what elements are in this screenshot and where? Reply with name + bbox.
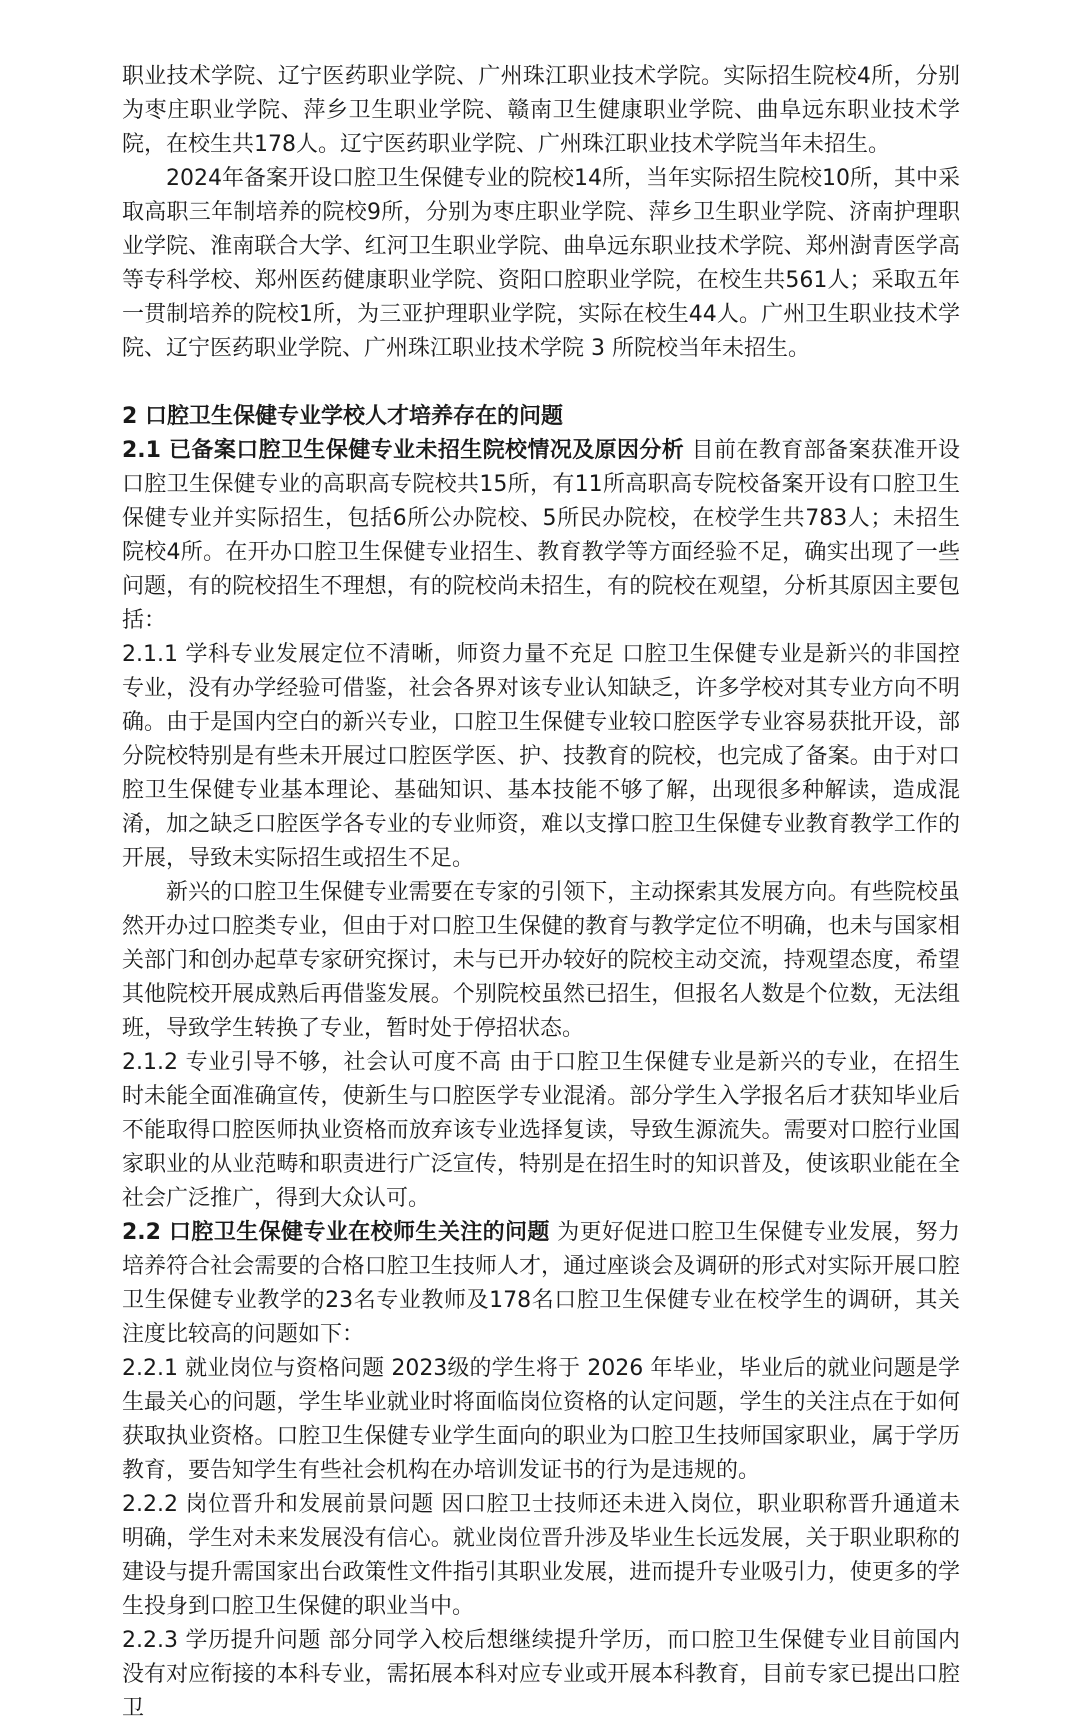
paragraph-enrollment-2024: 2024年备案开设口腔卫生保健专业的院校14所，当年实际招生院校10所，其中采取高职三年制培养的院校9所，分别为枣庄职业学院、萍乡卫生职业学院、济南护理职业学院、淮南联合大学、红河卫生职业学院、曲阜远东职业技术学院、郑州澍青医学高等专科学校、郑州医药健康职业学院、资阳口腔职业学院，在校生共561人；采取五年一贯制培养的院校1所，为三亚护理职业学院，实际在校生44人。广州卫生职业技术学院、辽宁医药职业学院、广州珠江职业技术学院 3 所院校当年未招生。 [122,166,960,361]
section-2-2-3-text: 部分同学入校后想继续提升学历，而口腔卫生保健专业目前国内没有对应衔接的本科专业，需拓展本科对应专业或开展本科教育，目前专家已提出口腔卫 [122,1628,960,1721]
section-heading-2-2: 2.2 口腔卫生保健专业在校师生关注的问题 [122,1220,550,1245]
section-2-2 [122,1216,960,1352]
section-heading-2-1-2: 2.1.2 专业引导不够，社会认可度不高 [122,1050,502,1075]
paragraph-new-specialty: 新兴的口腔卫生保健专业需要在专家的引领下，主动探索其发展方向。有些院校虽然开办过口腔类专业，但由于对口腔卫生保健的教育与教学定位不明确，也未与国家相关部门和创办起草专家研究探讨，未与已开办较好的院校主动交流，持观望态度，希望其他院校开展成熟后再借鉴发展。个别院校虽然已招生，但报名人数是个位数，无法组班，导致学生转换了专业，暂时处于停招状态。 [122,880,960,1041]
section-2-2-text: 为更好促进口腔卫生保健专业发展，努力培养符合社会需要的合格口腔卫生技师人才，通过座谈会及调研的形式对实际开展口腔卫生保健专业教学的23名专业教师及178名口腔卫生保健专业在校学生的调研，其关注度比较高的问题如下： [122,1220,961,1347]
section-heading-2: 2 口腔卫生保健专业学校人才培养存在的问题 [122,404,563,429]
section-heading-2-2-1: 2.2.1 就业岗位与资格问题 [122,1356,385,1381]
section-heading-2-1: 2.1 已备案口腔卫生保健专业未招生院校情况及原因分析 [122,438,685,463]
spacer [122,366,960,400]
section-2-2-2-text: 因口腔卫士技师还未进入岗位，职业职称晋升通道未明确，学生对未来发展没有信心。就业岗位晋升涉及毕业生长远发展，关于职业职称的建设与提升需国家出台政策性文件指引其职业发展，进而提升专业吸引力，使更多的学生投身到口腔卫生保健的职业当中。 [122,1492,960,1619]
section-2-2-1 [122,1352,960,1488]
section-2-2-2 [122,1488,960,1624]
section-heading-2-2-2: 2.2.2 岗位晋升和发展前景问题 [122,1492,434,1517]
paragraph-enrollment-2023: 职业技术学院、辽宁医药职业学院、广州珠江职业技术学院。实际招生院校4所，分别为枣庄职业学院、萍乡卫生职业学院、赣南卫生健康职业学院、曲阜远东职业技术学院，在校生共178人。辽宁医药职业学院、广州珠江职业技术学院当年未招生。 [122,64,960,157]
section-heading-2-1-1: 2.1.1 学科专业发展定位不清晰，师资力量不充足 [122,642,615,667]
section-2-2-3 [122,1624,960,1726]
section-2-1-2 [122,1046,960,1216]
section-2-1 [122,434,960,638]
section-2-1-text: 目前在教育部备案获准开设口腔卫生保健专业的高职高专院校共15所，有11所高职高专院校备案开设有口腔卫生保健专业并实际招生，包括6所公办院校、5所民办院校，在校学生共783人；未招生院校4所。在开办口腔卫生保健专业招生、教育教学等方面经验不足，确实出现了一些问题，有的院校招生不理想，有的院校尚未招生，有的院校在观望，分析其原因主要包括： [122,438,960,633]
section-2-1-1-text: 口腔卫生保健专业是新兴的非国控专业，没有办学经验可借鉴，社会各界对该专业认知缺乏，许多学校对其专业方向不明确。由于是国内空白的新兴专业，口腔卫生保健专业较口腔医学专业容易获批开设，部分院校特别是有些未开展过口腔医学医、护、技教育的院校，也完成了备案。由于对口腔卫生保健专业基本理论、基础知识、基本技能不够了解，出现很多种解读，造成混淆，加之缺乏口腔医学各专业的专业师资，难以支撑口腔卫生保健专业教育教学工作的开展，导致未实际招生或招生不足。 [122,642,960,871]
section-2-1-1 [122,638,960,876]
section-2-1-2-text: 由于口腔卫生保健专业是新兴的专业，在招生时未能全面准确宣传，使新生与口腔医学专业混淆。部分学生入学报名后才获知毕业后不能取得口腔医师执业资格而放弃该专业选择复读，导致生源流失。需要对口腔行业国家职业的从业范畴和职责进行广泛宣传，特别是在招生时的知识普及，使该职业能在全社会广泛推广，得到大众认可。 [122,1050,960,1211]
section-heading-2-2-3: 2.2.3 学历提升问题 [122,1628,321,1653]
section-2-2-1-text: 2023级的学生将于 2026 年毕业，毕业后的就业问题是学生最关心的问题，学生毕业就业时将面临岗位资格的认定问题，学生的关注点在于如何获取执业资格。口腔卫生保健专业学生面向的职业为口腔卫生技师国家职业，属于学历教育，要告知学生有些社会机构在办培训发证书的行为是违规的。 [122,1356,960,1483]
